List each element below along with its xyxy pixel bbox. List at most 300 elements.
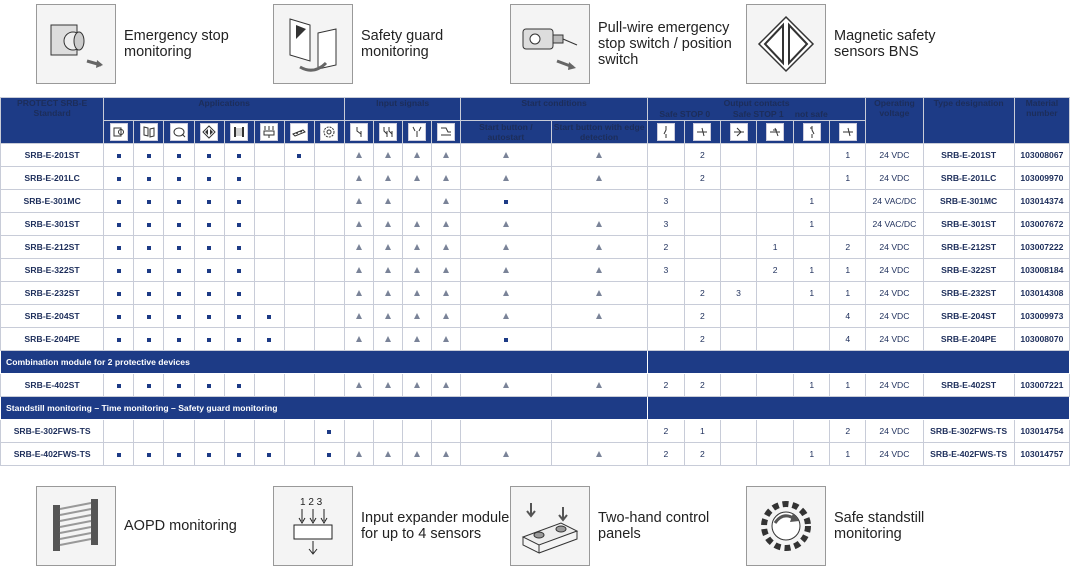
square-marker-icon — [237, 246, 241, 250]
out-notsafe-b-col — [830, 121, 866, 144]
output-contact-cell — [647, 282, 684, 305]
input-nc-col — [344, 121, 373, 144]
triangle-marker-icon — [385, 267, 391, 273]
type-designation: SRB-E-402ST — [923, 374, 1014, 397]
input-signal-cell — [403, 374, 432, 397]
input-signal-cell — [432, 328, 461, 351]
triangle-marker-icon — [385, 221, 391, 227]
square-marker-icon — [207, 315, 211, 319]
output-contact-cell — [720, 144, 756, 167]
input-signal-cell — [432, 167, 461, 190]
application-cell — [134, 144, 164, 167]
section-spacer — [647, 397, 1069, 420]
square-marker-icon — [504, 200, 508, 204]
table-header-row — [1, 98, 1070, 121]
nc-contact-icon — [350, 123, 368, 141]
application-cell — [164, 443, 194, 466]
output-contact-cell: 1 — [830, 374, 866, 397]
application-cell — [134, 328, 164, 351]
output-contact-cell: 2 — [684, 167, 720, 190]
start-condition-cell — [461, 282, 551, 305]
material-number: 103014754 — [1014, 420, 1069, 443]
out-stop0-a-col — [647, 121, 684, 144]
output-contact-cell: 2 — [830, 236, 866, 259]
app-magnetic-col — [194, 121, 224, 144]
output-contact-cell: 1 — [794, 259, 830, 282]
input-signal-cell — [403, 328, 432, 351]
table-body — [1, 144, 1070, 466]
input-ossd-col — [432, 121, 461, 144]
triangle-marker-icon — [443, 244, 449, 250]
two-hand-icon — [290, 123, 308, 141]
operating-voltage: 24 VDC — [866, 236, 923, 259]
legend-label: Two-hand control panels — [598, 510, 710, 542]
application-cell — [284, 190, 314, 213]
input-signal-cell — [374, 282, 403, 305]
application-cell — [284, 374, 314, 397]
output-contact-cell — [757, 420, 794, 443]
type-designation: SRB-E-204PE — [923, 328, 1014, 351]
application-cell — [284, 236, 314, 259]
triangle-marker-icon — [414, 336, 420, 342]
emergency-stop-icon — [110, 123, 128, 141]
triangle-marker-icon — [356, 198, 362, 204]
input-nc-no-col — [403, 121, 432, 144]
input-signal-cell — [344, 144, 373, 167]
square-marker-icon — [147, 338, 151, 342]
application-cell — [224, 305, 254, 328]
start-condition-cell — [551, 190, 647, 213]
application-cell — [314, 259, 344, 282]
header-not-safe: not safe — [794, 109, 828, 119]
header-start-conditions: Start conditions — [461, 98, 648, 121]
triangle-marker-icon — [596, 451, 602, 457]
table-row — [1, 259, 1070, 282]
application-cell — [284, 328, 314, 351]
output-contact-cell — [757, 213, 794, 236]
input-signal-cell — [374, 144, 403, 167]
application-cell — [134, 167, 164, 190]
output-contact-cell — [720, 190, 756, 213]
header-output-contacts — [647, 98, 866, 121]
application-cell — [254, 259, 284, 282]
application-cell — [224, 443, 254, 466]
out-stop0-b-col — [684, 121, 720, 144]
triangle-marker-icon — [414, 175, 420, 181]
square-marker-icon — [177, 154, 181, 158]
input-signal-cell — [403, 144, 432, 167]
start-condition-cell — [461, 259, 551, 282]
nc-no-contact-icon — [408, 123, 426, 141]
output-contact-cell — [757, 443, 794, 466]
application-cell — [224, 167, 254, 190]
input-signal-cell — [374, 374, 403, 397]
application-cell — [134, 374, 164, 397]
start-condition-cell — [461, 213, 551, 236]
application-cell — [284, 167, 314, 190]
square-marker-icon — [267, 315, 271, 319]
triangle-marker-icon — [414, 244, 420, 250]
application-cell — [164, 167, 194, 190]
output-contact-cell: 1 — [830, 282, 866, 305]
application-cell — [254, 236, 284, 259]
material-number: 103008067 — [1014, 144, 1069, 167]
operating-voltage: 24 VDC — [866, 443, 923, 466]
start-condition-cell — [461, 420, 551, 443]
triangle-marker-icon — [443, 451, 449, 457]
application-cell — [314, 144, 344, 167]
square-marker-icon — [177, 269, 181, 273]
input-expander-icon — [273, 486, 353, 566]
legend-label: Safe standstill monitoring — [834, 510, 925, 542]
application-cell — [254, 190, 284, 213]
product-name: SRB-E-322ST — [1, 259, 104, 282]
square-marker-icon — [207, 453, 211, 457]
triangle-marker-icon — [503, 244, 509, 250]
application-cell — [314, 305, 344, 328]
application-cell — [254, 328, 284, 351]
start-condition-cell — [551, 167, 647, 190]
input-signal-cell — [432, 236, 461, 259]
triangle-marker-icon — [414, 290, 420, 296]
triangle-marker-icon — [385, 451, 391, 457]
input-signal-cell — [344, 167, 373, 190]
application-cell — [164, 305, 194, 328]
type-designation: SRB-E-301MC — [923, 190, 1014, 213]
triangle-marker-icon — [356, 267, 362, 273]
output-contact-cell — [794, 328, 830, 351]
square-marker-icon — [267, 338, 271, 342]
output-contact-cell — [794, 144, 830, 167]
application-cell — [224, 328, 254, 351]
application-cell — [104, 236, 134, 259]
triangle-marker-icon — [385, 382, 391, 388]
input-signal-cell — [403, 213, 432, 236]
application-cell — [254, 305, 284, 328]
application-cell — [104, 144, 134, 167]
input-signal-cell — [403, 420, 432, 443]
delayed-no-contact-icon — [730, 123, 748, 141]
app-input-expander-col — [254, 121, 284, 144]
output-contact-cell — [720, 374, 756, 397]
input-signal-cell — [344, 259, 373, 282]
product-name: SRB-E-201ST — [1, 144, 104, 167]
input-signal-cell — [374, 236, 403, 259]
type-designation: SRB-E-402FWS-TS — [923, 443, 1014, 466]
application-cell — [314, 328, 344, 351]
material-number: 103014374 — [1014, 190, 1069, 213]
triangle-marker-icon — [414, 152, 420, 158]
application-cell — [224, 282, 254, 305]
application-cell — [284, 144, 314, 167]
triangle-marker-icon — [385, 152, 391, 158]
square-marker-icon — [207, 292, 211, 296]
section-row — [1, 397, 1070, 420]
output-contact-cell — [720, 305, 756, 328]
header-applications: Applications — [104, 98, 345, 121]
triangle-marker-icon — [385, 244, 391, 250]
input-signal-cell — [432, 374, 461, 397]
material-number: 103009973 — [1014, 305, 1069, 328]
application-cell — [134, 213, 164, 236]
start-condition-cell — [551, 282, 647, 305]
table-row — [1, 305, 1070, 328]
application-cell — [134, 282, 164, 305]
triangle-marker-icon — [596, 152, 602, 158]
square-marker-icon — [237, 292, 241, 296]
output-contact-cell — [647, 167, 684, 190]
start-condition-cell — [551, 374, 647, 397]
input-signal-cell — [344, 374, 373, 397]
material-number: 103007221 — [1014, 374, 1069, 397]
no-contact-icon — [657, 123, 675, 141]
product-name: SRB-E-301ST — [1, 213, 104, 236]
application-cell — [314, 167, 344, 190]
application-cell — [134, 420, 164, 443]
triangle-marker-icon — [443, 175, 449, 181]
material-number: 103009970 — [1014, 167, 1069, 190]
application-cell — [194, 259, 224, 282]
start-condition-cell — [551, 259, 647, 282]
triangle-marker-icon — [356, 336, 362, 342]
table-row — [1, 213, 1070, 236]
header-start-edge: Start button with edge detection — [551, 121, 647, 144]
application-cell — [284, 443, 314, 466]
output-contact-cell: 1 — [794, 282, 830, 305]
square-marker-icon — [147, 200, 151, 204]
application-cell — [254, 167, 284, 190]
square-marker-icon — [237, 384, 241, 388]
square-marker-icon — [237, 200, 241, 204]
start-condition-cell — [551, 213, 647, 236]
triangle-marker-icon — [596, 290, 602, 296]
triangle-marker-icon — [503, 221, 509, 227]
material-number: 103014757 — [1014, 443, 1069, 466]
output-contact-cell — [794, 167, 830, 190]
material-number: 103007222 — [1014, 236, 1069, 259]
standstill-icon — [746, 486, 826, 566]
application-cell — [194, 374, 224, 397]
triangle-marker-icon — [503, 382, 509, 388]
output-contact-cell — [684, 236, 720, 259]
start-condition-cell — [461, 374, 551, 397]
application-cell — [284, 305, 314, 328]
output-contact-cell: 2 — [647, 374, 684, 397]
square-marker-icon — [147, 384, 151, 388]
triangle-marker-icon — [596, 244, 602, 250]
start-condition-cell — [461, 328, 551, 351]
triangle-marker-icon — [385, 175, 391, 181]
application-cell — [104, 443, 134, 466]
square-marker-icon — [177, 246, 181, 250]
input-signal-cell — [432, 213, 461, 236]
nc-auxiliary-icon — [803, 123, 821, 141]
start-condition-cell — [461, 305, 551, 328]
triangle-marker-icon — [414, 451, 420, 457]
table-row — [1, 420, 1070, 443]
start-condition-cell — [551, 305, 647, 328]
output-contact-cell — [684, 259, 720, 282]
application-cell — [104, 213, 134, 236]
application-cell — [224, 259, 254, 282]
triangle-marker-icon — [443, 313, 449, 319]
section-spacer — [647, 351, 1069, 374]
output-contact-cell — [757, 305, 794, 328]
square-marker-icon — [147, 292, 151, 296]
application-cell — [164, 144, 194, 167]
type-designation: SRB-E-212ST — [923, 236, 1014, 259]
start-condition-cell — [461, 144, 551, 167]
product-name: SRB-E-402ST — [1, 374, 104, 397]
output-contact-cell — [830, 213, 866, 236]
magnetic-sensor-icon — [200, 123, 218, 141]
application-cell — [164, 282, 194, 305]
square-marker-icon — [147, 246, 151, 250]
triangle-marker-icon — [385, 198, 391, 204]
application-cell — [224, 190, 254, 213]
square-marker-icon — [207, 338, 211, 342]
operating-voltage: 24 VDC — [866, 420, 923, 443]
square-marker-icon — [297, 154, 301, 158]
application-cell — [314, 443, 344, 466]
input-signal-cell — [344, 443, 373, 466]
square-marker-icon — [207, 246, 211, 250]
application-cell — [194, 167, 224, 190]
application-cell — [104, 282, 134, 305]
input-signal-cell — [403, 167, 432, 190]
triangle-marker-icon — [596, 175, 602, 181]
output-contact-cell: 3 — [647, 190, 684, 213]
start-condition-cell — [461, 236, 551, 259]
application-cell — [284, 420, 314, 443]
output-contact-cell — [720, 420, 756, 443]
application-cell — [314, 190, 344, 213]
square-marker-icon — [237, 338, 241, 342]
square-marker-icon — [147, 154, 151, 158]
square-marker-icon — [237, 315, 241, 319]
application-cell — [104, 420, 134, 443]
square-marker-icon — [207, 200, 211, 204]
application-cell — [134, 236, 164, 259]
table-row — [1, 328, 1070, 351]
output-contact-cell — [830, 190, 866, 213]
app-standstill-col — [314, 121, 344, 144]
start-condition-cell — [461, 443, 551, 466]
triangle-marker-icon — [356, 152, 362, 158]
application-cell — [194, 328, 224, 351]
table-row — [1, 443, 1070, 466]
output-contact-cell: 2 — [757, 259, 794, 282]
input-signal-cell — [374, 443, 403, 466]
application-cell — [224, 374, 254, 397]
output-contact-cell: 2 — [684, 374, 720, 397]
application-cell — [284, 259, 314, 282]
output-contact-cell — [757, 374, 794, 397]
legend-label: AOPD monitoring — [124, 518, 237, 534]
input-signal-cell — [344, 190, 373, 213]
triangle-marker-icon — [356, 175, 362, 181]
product-name: SRB-E-302FWS-TS — [1, 420, 104, 443]
square-marker-icon — [117, 384, 121, 388]
output-contact-cell — [684, 213, 720, 236]
output-contact-cell: 2 — [647, 420, 684, 443]
output-contact-cell: 3 — [720, 282, 756, 305]
input-signal-cell — [374, 420, 403, 443]
legend-label: Pull-wire emergency stop switch / position switch — [598, 20, 732, 68]
square-marker-icon — [504, 338, 508, 342]
product-name: SRB-E-201LC — [1, 167, 104, 190]
input-signal-cell — [344, 328, 373, 351]
type-designation: SRB-E-232ST — [923, 282, 1014, 305]
output-contact-cell: 1 — [830, 259, 866, 282]
square-marker-icon — [177, 223, 181, 227]
application-cell — [284, 282, 314, 305]
application-cell — [164, 213, 194, 236]
application-cell — [164, 190, 194, 213]
semiconductor-output-icon — [693, 123, 711, 141]
output-contact-cell: 1 — [830, 443, 866, 466]
product-name: SRB-E-301MC — [1, 190, 104, 213]
output-contact-cell: 1 — [757, 236, 794, 259]
application-cell — [134, 190, 164, 213]
application-cell — [314, 420, 344, 443]
square-marker-icon — [147, 269, 151, 273]
input-2nc-col — [374, 121, 403, 144]
application-cell — [104, 305, 134, 328]
start-condition-cell — [551, 443, 647, 466]
square-marker-icon — [207, 223, 211, 227]
application-cell — [224, 144, 254, 167]
triangle-marker-icon — [356, 382, 362, 388]
input-signal-cell — [344, 236, 373, 259]
start-condition-cell — [551, 144, 647, 167]
triangle-marker-icon — [443, 221, 449, 227]
double-nc-contact-icon — [379, 123, 397, 141]
output-contact-cell: 2 — [684, 328, 720, 351]
triangle-marker-icon — [385, 336, 391, 342]
application-cell — [164, 374, 194, 397]
table-row — [1, 144, 1070, 167]
output-contact-cell — [794, 420, 830, 443]
output-contact-cell — [794, 305, 830, 328]
app-emergency-stop-col — [104, 121, 134, 144]
application-cell — [254, 144, 284, 167]
input-signal-cell — [344, 213, 373, 236]
output-contact-cell: 2 — [684, 282, 720, 305]
header-start-auto: Start button / autostart — [461, 121, 551, 144]
input-signal-cell — [403, 282, 432, 305]
output-contact-cell: 4 — [830, 328, 866, 351]
input-signal-cell — [344, 282, 373, 305]
material-number: 103007672 — [1014, 213, 1069, 236]
application-cell — [194, 443, 224, 466]
product-name: SRB-E-212ST — [1, 236, 104, 259]
app-pull-wire-col — [164, 121, 194, 144]
triangle-marker-icon — [443, 336, 449, 342]
output-contact-cell — [720, 167, 756, 190]
product-name: SRB-E-402FWS-TS — [1, 443, 104, 466]
input-signal-cell — [374, 328, 403, 351]
square-marker-icon — [207, 384, 211, 388]
signal-output-icon — [839, 123, 857, 141]
material-number: 103008070 — [1014, 328, 1069, 351]
square-marker-icon — [117, 315, 121, 319]
delayed-semiconductor-icon — [766, 123, 784, 141]
square-marker-icon — [117, 292, 121, 296]
aopd-icon — [230, 123, 248, 141]
start-condition-cell — [461, 190, 551, 213]
header-material: Material number — [1014, 98, 1069, 144]
